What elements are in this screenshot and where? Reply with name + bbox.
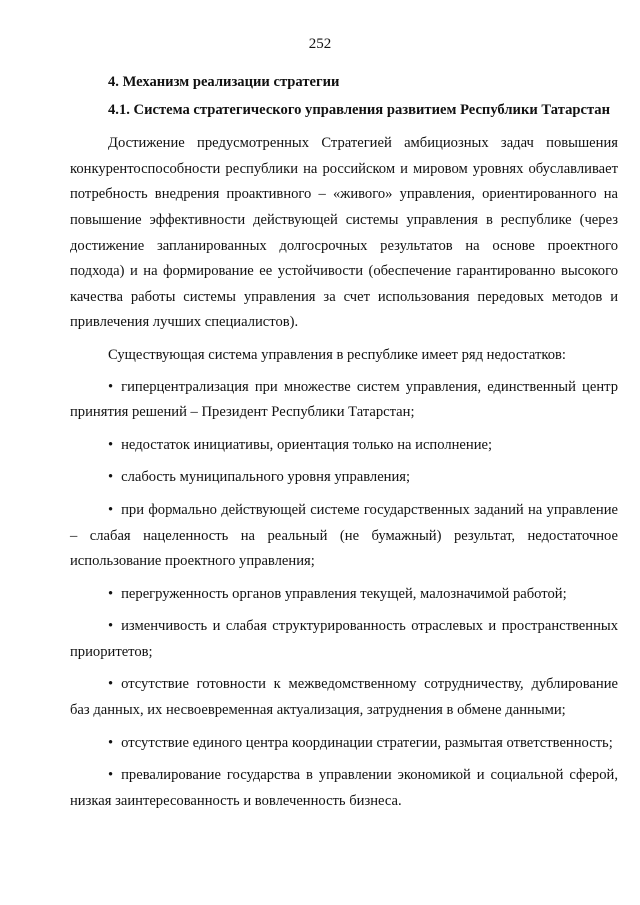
bullet-icon: • xyxy=(108,436,114,453)
list-item-text: гиперцентрализация при множестве систем управления, единственный центр принятия решений – Президент Республики Татарстан; xyxy=(70,378,618,421)
bullet-icon: • xyxy=(108,767,114,784)
list-item-text: недостаток инициативы, ориентация только на исполнение; xyxy=(121,436,493,453)
bullet-icon: • xyxy=(108,585,114,602)
list-item xyxy=(70,614,618,665)
page-number: 252 xyxy=(308,36,332,52)
list-item-text: отсутствие готовности к межведомственному сотрудничеству, дублирование баз данных, их несвоевременная актуализация, затруднения в обмене данными; xyxy=(70,676,618,719)
list-item xyxy=(70,465,618,491)
bullet-icon: • xyxy=(108,378,114,395)
list-item xyxy=(70,433,618,459)
list-item-text: превалирование государства в управлении экономикой и социальной сферой, низкая заинтересованность и вовлеченность бизнеса. xyxy=(70,767,618,809)
section-heading: 4. Механизм реализации стратегии xyxy=(108,74,340,90)
subsection-heading: 4.1. Система стратегического управления развитием Республики Татарстан xyxy=(108,101,611,118)
list-intro: Существующая система управления в республике имеет ряд недостатков: xyxy=(108,346,566,363)
list-item xyxy=(70,763,618,814)
list-item xyxy=(70,375,618,426)
bullet-icon: • xyxy=(108,501,114,518)
list-item xyxy=(70,582,618,608)
list-item-text: при формально действующей системе государственных заданий на управление – слабая нацеленность на реальный (не бумажный) результат, недостаточное использование проектного управления; xyxy=(70,501,618,570)
list-item-text: отсутствие единого центра координации стратегии, размытая ответственность; xyxy=(121,734,613,751)
intro-paragraph: Достижение предусмотренных Стратегией амбициозных задач повышения конкурентоспособности республики на российском и мировом уровнях обуславливает потребность внедрения проактивного – «живого» управления, ориентированного на повышение эффективности действующей системы управления в республике (через достижение запланированных долгосрочных результатов на основе проектного подхода) и на формирование ее устойчивости (обеспечение гарантированно высокого качества работы системы управления за счет использования передовых методов и привлечения лучших специалистов). xyxy=(70,135,618,331)
issues-list xyxy=(70,375,618,815)
bullet-icon: • xyxy=(108,469,114,486)
document-body xyxy=(70,70,618,821)
list-item xyxy=(70,498,618,575)
bullet-icon: • xyxy=(108,676,114,693)
list-item xyxy=(70,731,618,757)
list-item xyxy=(70,672,618,723)
list-item-text: слабость муниципального уровня управления; xyxy=(121,469,411,486)
list-item-text: изменчивость и слабая структурированность отраслевых и пространственных приоритетов; xyxy=(70,618,618,660)
list-item-text: перегруженность органов управления текущей, малозначимой работой; xyxy=(121,585,567,602)
bullet-icon: • xyxy=(108,618,114,635)
bullet-icon: • xyxy=(108,734,114,751)
